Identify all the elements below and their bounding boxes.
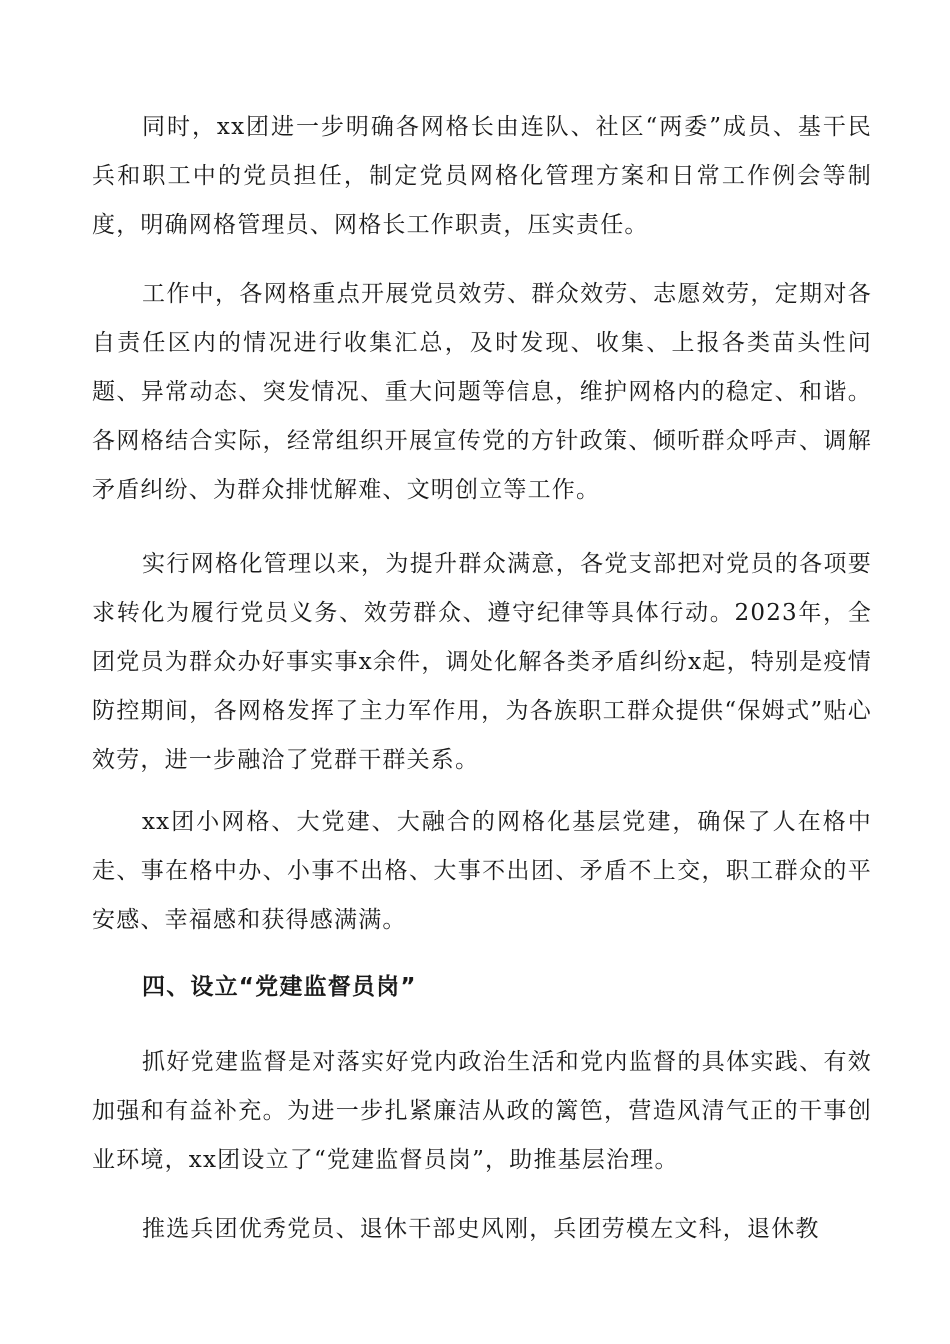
body-paragraph: 同时，xx团进一步明确各网格长由连队、社区“两委”成员、基干民兵和职工中的党员担任，制定党员网格化管理方案和日常工作例会等制度，明确网格管理员、网格长工作职责，压实责任。 <box>92 114 872 238</box>
body-paragraph: 工作中，各网格重点开展党员效劳、群众效劳、志愿效劳，定期对各自责任区内的情况进行收集汇总，及时发现、收集、上报各类苗头性问题、异常动态、突发情况、重大问题等信息，维护网格内的稳定、和谐。各网格结合实际，经常组织开展宣传党的方针政策、倾听群众呼声、调解矛盾纠纷、为群众排忧解难、文明创立等工作。 <box>92 281 872 503</box>
section-heading: 四、设立“党建监督员岗” <box>142 974 417 1000</box>
body-paragraph: 实行网格化管理以来，为提升群众满意，各党支部把对党员的各项要求转化为履行党员义务、效劳群众、遵守纪律等具体行动。2023年，全团党员为群众办好事实事x余件，调处化解各类矛盾纠纷x起，特别是疫情防控期间，各网格发挥了主力军作用，为各族职工群众提供“保姆式”贴心效劳，进一步融洽了党群干群关系。 <box>92 551 872 773</box>
body-paragraph: 抓好党建监督是对落实好党内政治生活和党内监督的具体实践、有效加强和有益补充。为进一步扎紧廉洁从政的篱笆，营造风清气正的干事创业环境，xx团设立了“党建监督员岗”，助推基层治理。 <box>92 1049 872 1173</box>
body-paragraph: 推选兵团优秀党员、退休干部史风刚，兵团劳模左文科，退休教 <box>142 1216 820 1242</box>
body-paragraph: xx团小网格、大党建、大融合的网格化基层党建，确保了人在格中走、事在格中办、小事不出格、大事不出团、矛盾不上交，职工群众的平安感、幸福感和获得感满满。 <box>92 809 872 933</box>
